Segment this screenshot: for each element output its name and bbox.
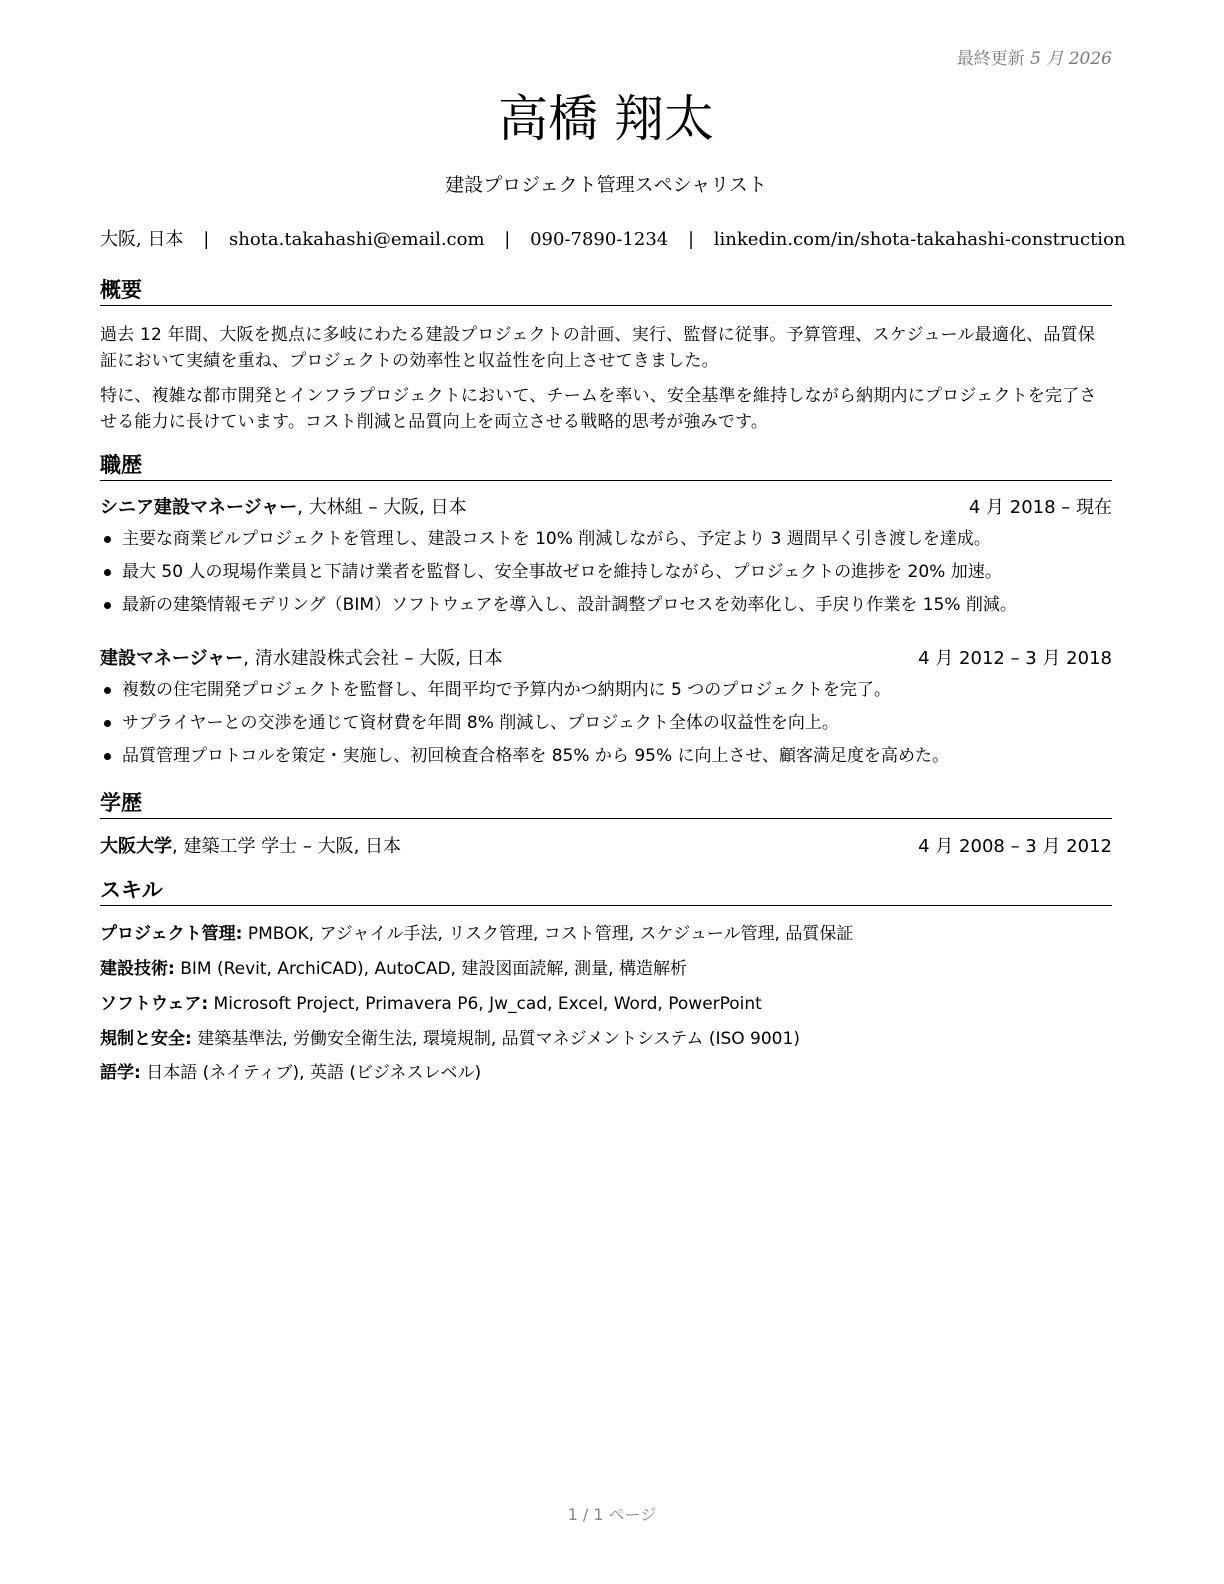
skill-label: プロジェクト管理: — [100, 924, 243, 944]
list-item: サプライヤーとの交渉を通じて資材費を年間 8% 削減し、プロジェクト全体の収益性を向上。 — [100, 710, 1112, 743]
skill-label: 建設技術: — [100, 959, 175, 979]
list-item: 最新の建築情報モデリング（BIM）ソフトウェアを導入し、設計調整プロセスを効率化し、手戻り作業を 15% 削減。 — [100, 592, 1112, 625]
contact-separator: | — [687, 229, 695, 250]
skill-row — [100, 1027, 1112, 1051]
job-bullets — [100, 526, 1112, 625]
job-org: , 大林組 – 大阪, 日本 — [297, 497, 467, 518]
skill-row — [100, 922, 1112, 946]
education-entry — [100, 835, 1112, 859]
job-role: 建設マネージャー — [100, 648, 244, 669]
skill-value: 建築基準法, 労働安全衛生法, 環境規制, 品質マネジメントシステム (ISO 9001) — [191, 1029, 800, 1049]
section-experience-title: 職歴 — [100, 452, 1112, 481]
job-dates: 4 月 2018 – 現在 — [968, 497, 1112, 518]
section-summary-title: 概要 — [100, 277, 1112, 306]
skill-value: BIM (Revit, ArchiCAD), AutoCAD, 建設図面読解, 測量, 構造解析 — [174, 959, 687, 979]
skill-row — [100, 992, 1112, 1016]
section-education-title: 学歴 — [100, 790, 1112, 819]
list-item: 品質管理プロトコルを策定・実施し、初回検査合格率を 85% から 95% に向上させ、顧客満足度を高めた。 — [100, 743, 1112, 776]
job-bullets — [100, 677, 1112, 776]
skill-label: 語学: — [100, 1063, 141, 1083]
education-dates: 4 月 2008 – 3 月 2012 — [918, 836, 1112, 857]
education-school: 大阪大学 — [100, 836, 172, 857]
contact-email[interactable]: shota.takahashi@email.com — [229, 229, 485, 250]
contact-location: 大阪, 日本 — [100, 229, 184, 250]
skill-value: Microsoft Project, Primavera P6, Jw_cad, Excel, Word, PowerPoint — [208, 994, 762, 1014]
job-entry-header — [100, 647, 1112, 671]
section-skills-title: スキル — [100, 877, 1112, 906]
summary-paragraph-2: 特に、複雑な都市開発とインフラプロジェクトにおいて、チームを率い、安全基準を維持しながら納期内にプロジェクトを完了させる能力に長けています。コスト削減と品質向上を両立させる戦略的思考が強みです。 — [100, 386, 1097, 432]
skill-row — [100, 957, 1112, 981]
contact-phone: 090-7890-1234 — [530, 229, 669, 250]
job-role: シニア建設マネージャー — [100, 497, 298, 518]
summary-paragraph-1: 過去 12 年間、大阪を拠点に多岐にわたる建設プロジェクトの計画、実行、監督に従事。予算管理、スケジュール最適化、品質保証において実績を重ね、プロジェクトの効率性と収益性を向上させてきました。 — [100, 325, 1096, 371]
page-number: 1 / 1 ページ — [567, 1505, 657, 1524]
skill-value: 日本語 (ネイティブ), 英語 (ビジネスレベル) — [140, 1063, 482, 1083]
job-dates: 4 月 2012 – 3 月 2018 — [918, 648, 1112, 669]
job-entry-header — [100, 496, 1112, 520]
contact-linkedin[interactable]: linkedin.com/in/shota-takahashi-construction — [713, 229, 1126, 250]
job-org: , 清水建設株式会社 – 大阪, 日本 — [243, 648, 503, 669]
skill-value: PMBOK, アジャイル手法, リスク管理, コスト管理, スケジュール管理, 品質保証 — [242, 924, 854, 944]
last-updated-date: 5 月 2026 — [1030, 49, 1112, 69]
last-updated-prefix: 最終更新 — [956, 49, 1025, 69]
list-item: 最大 50 人の現場作業員と下請け業者を監督し、安全事故ゼロを維持しながら、プロジェクトの進捗を 20% 加速。 — [100, 559, 1112, 592]
candidate-title: 建設プロジェクト管理スペシャリスト — [445, 174, 767, 196]
candidate-name: 高橋 翔太 — [498, 90, 714, 148]
list-item: 複数の住宅開発プロジェクトを監督し、年間平均で予算内かつ納期内に 5 つのプロジェクトを完了。 — [100, 677, 1112, 710]
skill-row — [100, 1061, 1112, 1085]
skill-label: ソフトウェア: — [100, 994, 209, 1014]
contact-separator: | — [203, 229, 210, 250]
contact-line — [100, 225, 1126, 251]
skill-label: 規制と安全: — [100, 1029, 192, 1049]
contact-separator: | — [504, 229, 511, 250]
list-item: 主要な商業ビルプロジェクトを管理し、建設コストを 10% 削減しながら、予定より 3 週間早く引き渡しを達成。 — [100, 526, 1112, 559]
education-detail: , 建築工学 学士 – 大阪, 日本 — [172, 836, 402, 857]
last-updated — [957, 44, 1112, 69]
